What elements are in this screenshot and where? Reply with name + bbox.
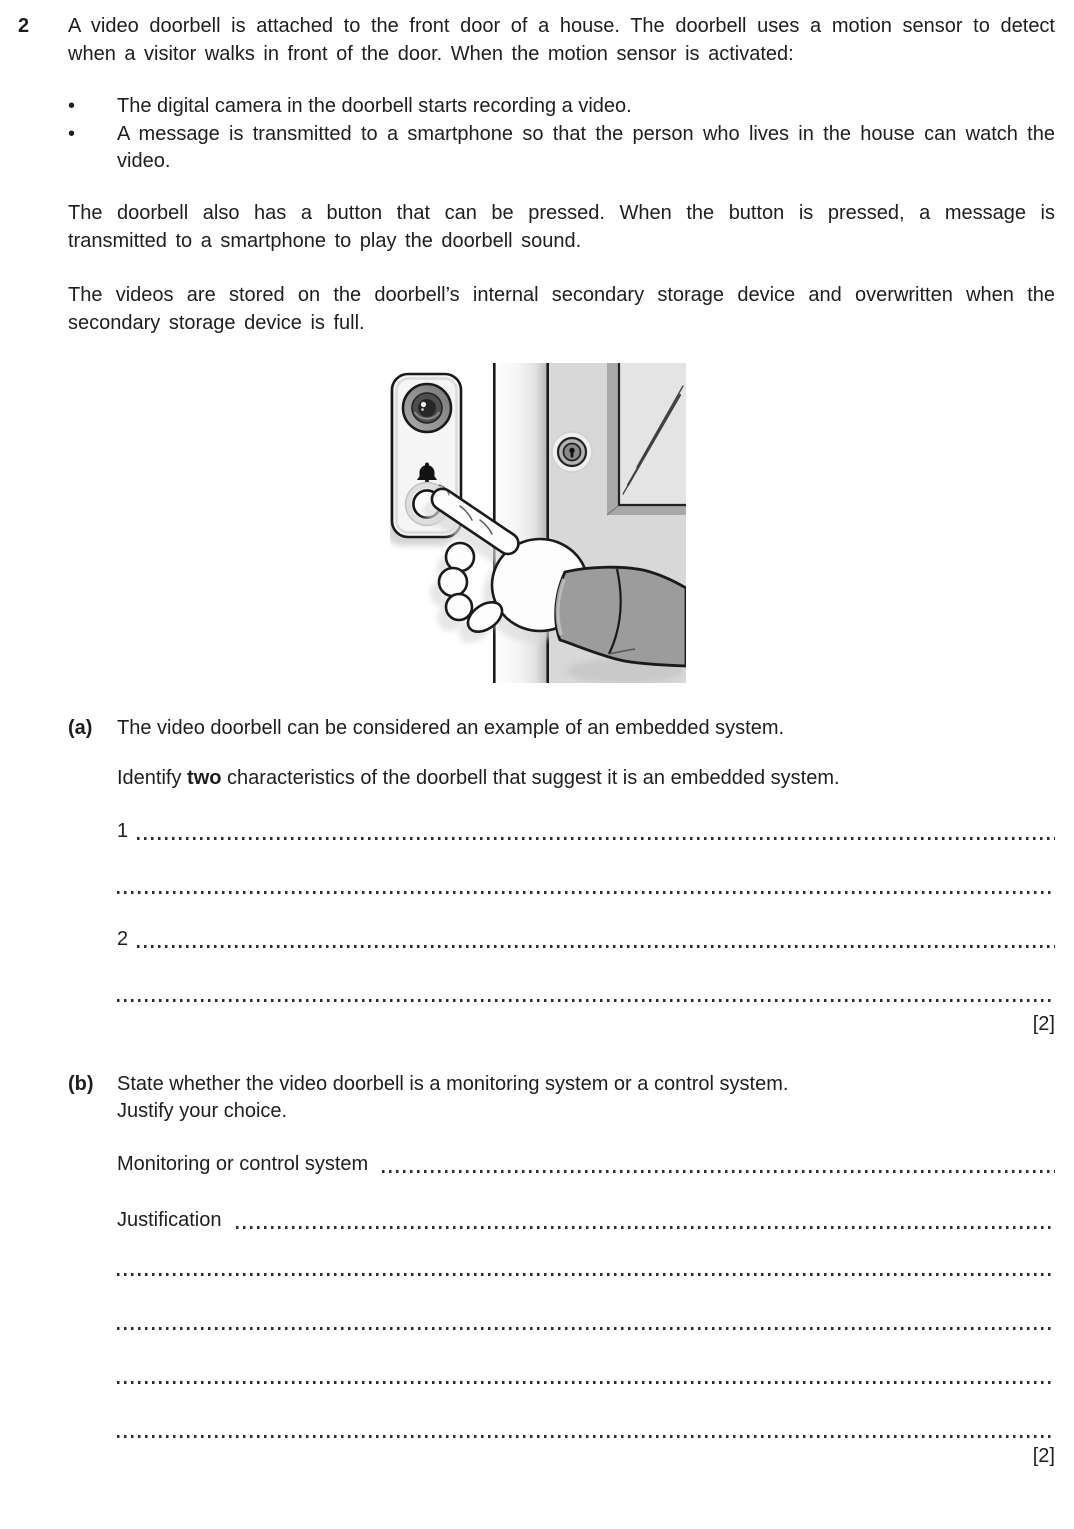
dotted-line (117, 891, 1055, 894)
dotted-line (117, 1327, 1055, 1330)
dotted-line (117, 1381, 1055, 1384)
door-lock (552, 432, 592, 472)
dotted-line (236, 1226, 1056, 1229)
justification-answer-line[interactable] (117, 1202, 1055, 1229)
part-a-prompt: Identify two characteristics of the doorbell that suggest it is an embedded system. (117, 767, 840, 789)
answer-line-1[interactable] (117, 813, 1055, 840)
question-number: 2 (18, 15, 30, 37)
part-b-statement: State whether the video doorbell is a monitoring system or a control system. (117, 1073, 789, 1095)
paragraph-storage: The videos are stored on the doorbell’s internal secondary storage device and overwritten when the secondary storage device is full. (68, 284, 1055, 334)
dotted-line (117, 1273, 1055, 1276)
choice-answer-line[interactable] (117, 1146, 1055, 1173)
part-b-label: (b) (68, 1073, 94, 1095)
question-intro: A video doorbell is attached to the front door of a house. The doorbell uses a motion sensor to detect when a visitor walks in front of the door. When the motion sensor is activated: (68, 15, 1055, 65)
part-a-label: (a) (68, 717, 93, 739)
answer-line[interactable] (117, 975, 1055, 1002)
answer-line[interactable] (117, 1411, 1055, 1438)
camera-lens (418, 399, 436, 417)
dotted-line (137, 945, 1055, 948)
part-a-statement: The video doorbell can be considered an example of an embedded system. (117, 717, 785, 739)
paragraph-button: The doorbell also has a button that can be pressed. When the button is pressed, a message is transmitted to a smartphone to play the doorbell sound. (68, 202, 1055, 252)
bullet-icon: • (68, 95, 76, 117)
bullet-text: A message is transmitted to a smartphone so that the person who lives in the house can watch the video. (117, 122, 1055, 172)
answer-line[interactable] (117, 1249, 1055, 1276)
bullet-text: The digital camera in the doorbell starts recording a video. (117, 95, 632, 117)
doorbell-illustration (390, 363, 686, 683)
justification-label: Justification (117, 1209, 222, 1231)
bullet-item (68, 93, 1055, 121)
curled-finger (446, 594, 472, 620)
bullet-list (68, 93, 1055, 176)
dotted-line (117, 999, 1055, 1002)
answer-line[interactable] (117, 1357, 1055, 1384)
answer-line[interactable] (117, 867, 1055, 894)
answer-line-2[interactable] (117, 921, 1055, 948)
dotted-line (137, 837, 1055, 840)
dotted-line (382, 1170, 1055, 1173)
door-window (607, 363, 686, 515)
choice-label: Monitoring or control system (117, 1153, 369, 1175)
part-b-marks: [2] (1032, 1445, 1055, 1467)
bullet-icon: • (68, 122, 76, 145)
part-b-instruction: Justify your choice. (117, 1100, 288, 1122)
doorbell-camera (403, 384, 451, 432)
bullet-item (68, 121, 1055, 176)
curled-finger (446, 543, 474, 571)
answer-line[interactable] (117, 1303, 1055, 1330)
doorbell-figure (390, 363, 686, 683)
answer-line-label: 1 (117, 820, 129, 842)
dotted-line (117, 1435, 1055, 1438)
part-a-marks: [2] (1032, 1013, 1055, 1035)
answer-line-label: 2 (117, 928, 129, 950)
curled-finger (439, 568, 467, 596)
